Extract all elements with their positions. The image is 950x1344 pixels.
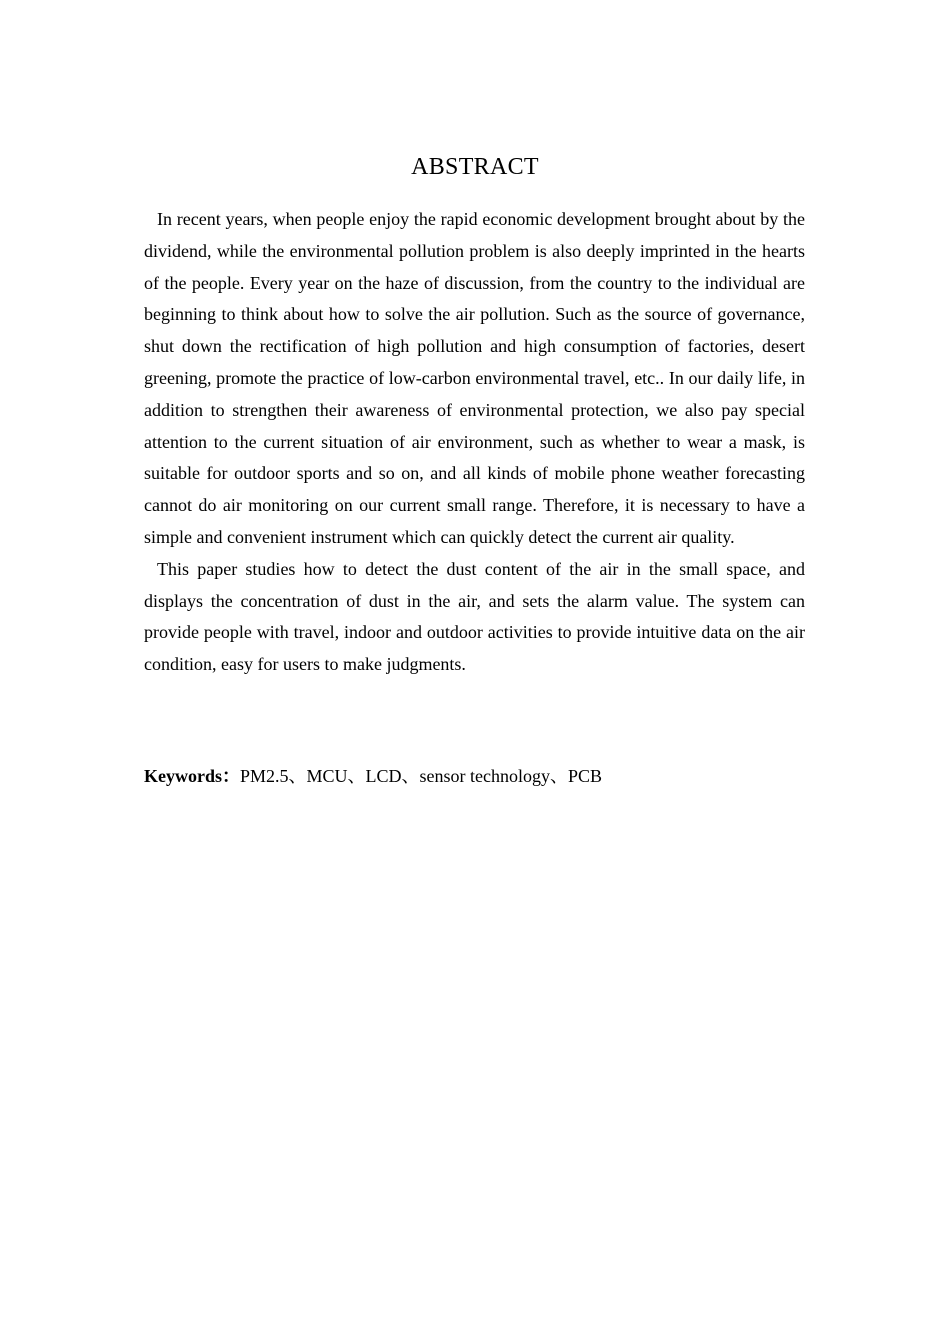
keywords-list: PM2.5、MCU、LCD、sensor technology、PCB bbox=[240, 766, 603, 786]
abstract-paragraph-1: In recent years, when people enjoy the rapid economic development brought about by the dividend, while the environmental pollution problem is also deeply imprinted in the hearts of the people. Every year on the haze of discussion, from the country to the individual are beginning to think about how to solve the air pollution. Such as the source of governance, shut down the rectification of high pollution and high consumption of factories, desert greening, promote the practice of low-carbon environmental travel, etc.. In our daily life, in addition to strengthen their awareness of environmental protection, we also pay special attention to the current situation of air environment, such as whether to wear a mask, is suitable for outdoor sports and so on, and all kinds of mobile phone weather forecasting cannot do air monitoring on our current small range. Therefore, it is necessary to have a simple and convenient instrument which can quickly detect the current air quality. bbox=[144, 209, 805, 547]
keywords-line bbox=[144, 761, 844, 793]
abstract-paragraph-2: This paper studies how to detect the dust content of the air in the small space, and displays the concentration of dust in the air, and sets the alarm value. The system can provide people with travel, indoor and outdoor activities to provide intuitive data on the air condition, easy for users to make judgments. bbox=[144, 558, 805, 675]
abstract-title: ABSTRACT bbox=[411, 154, 539, 180]
keywords-label: Keywords： bbox=[144, 766, 240, 786]
abstract-body bbox=[144, 204, 805, 681]
